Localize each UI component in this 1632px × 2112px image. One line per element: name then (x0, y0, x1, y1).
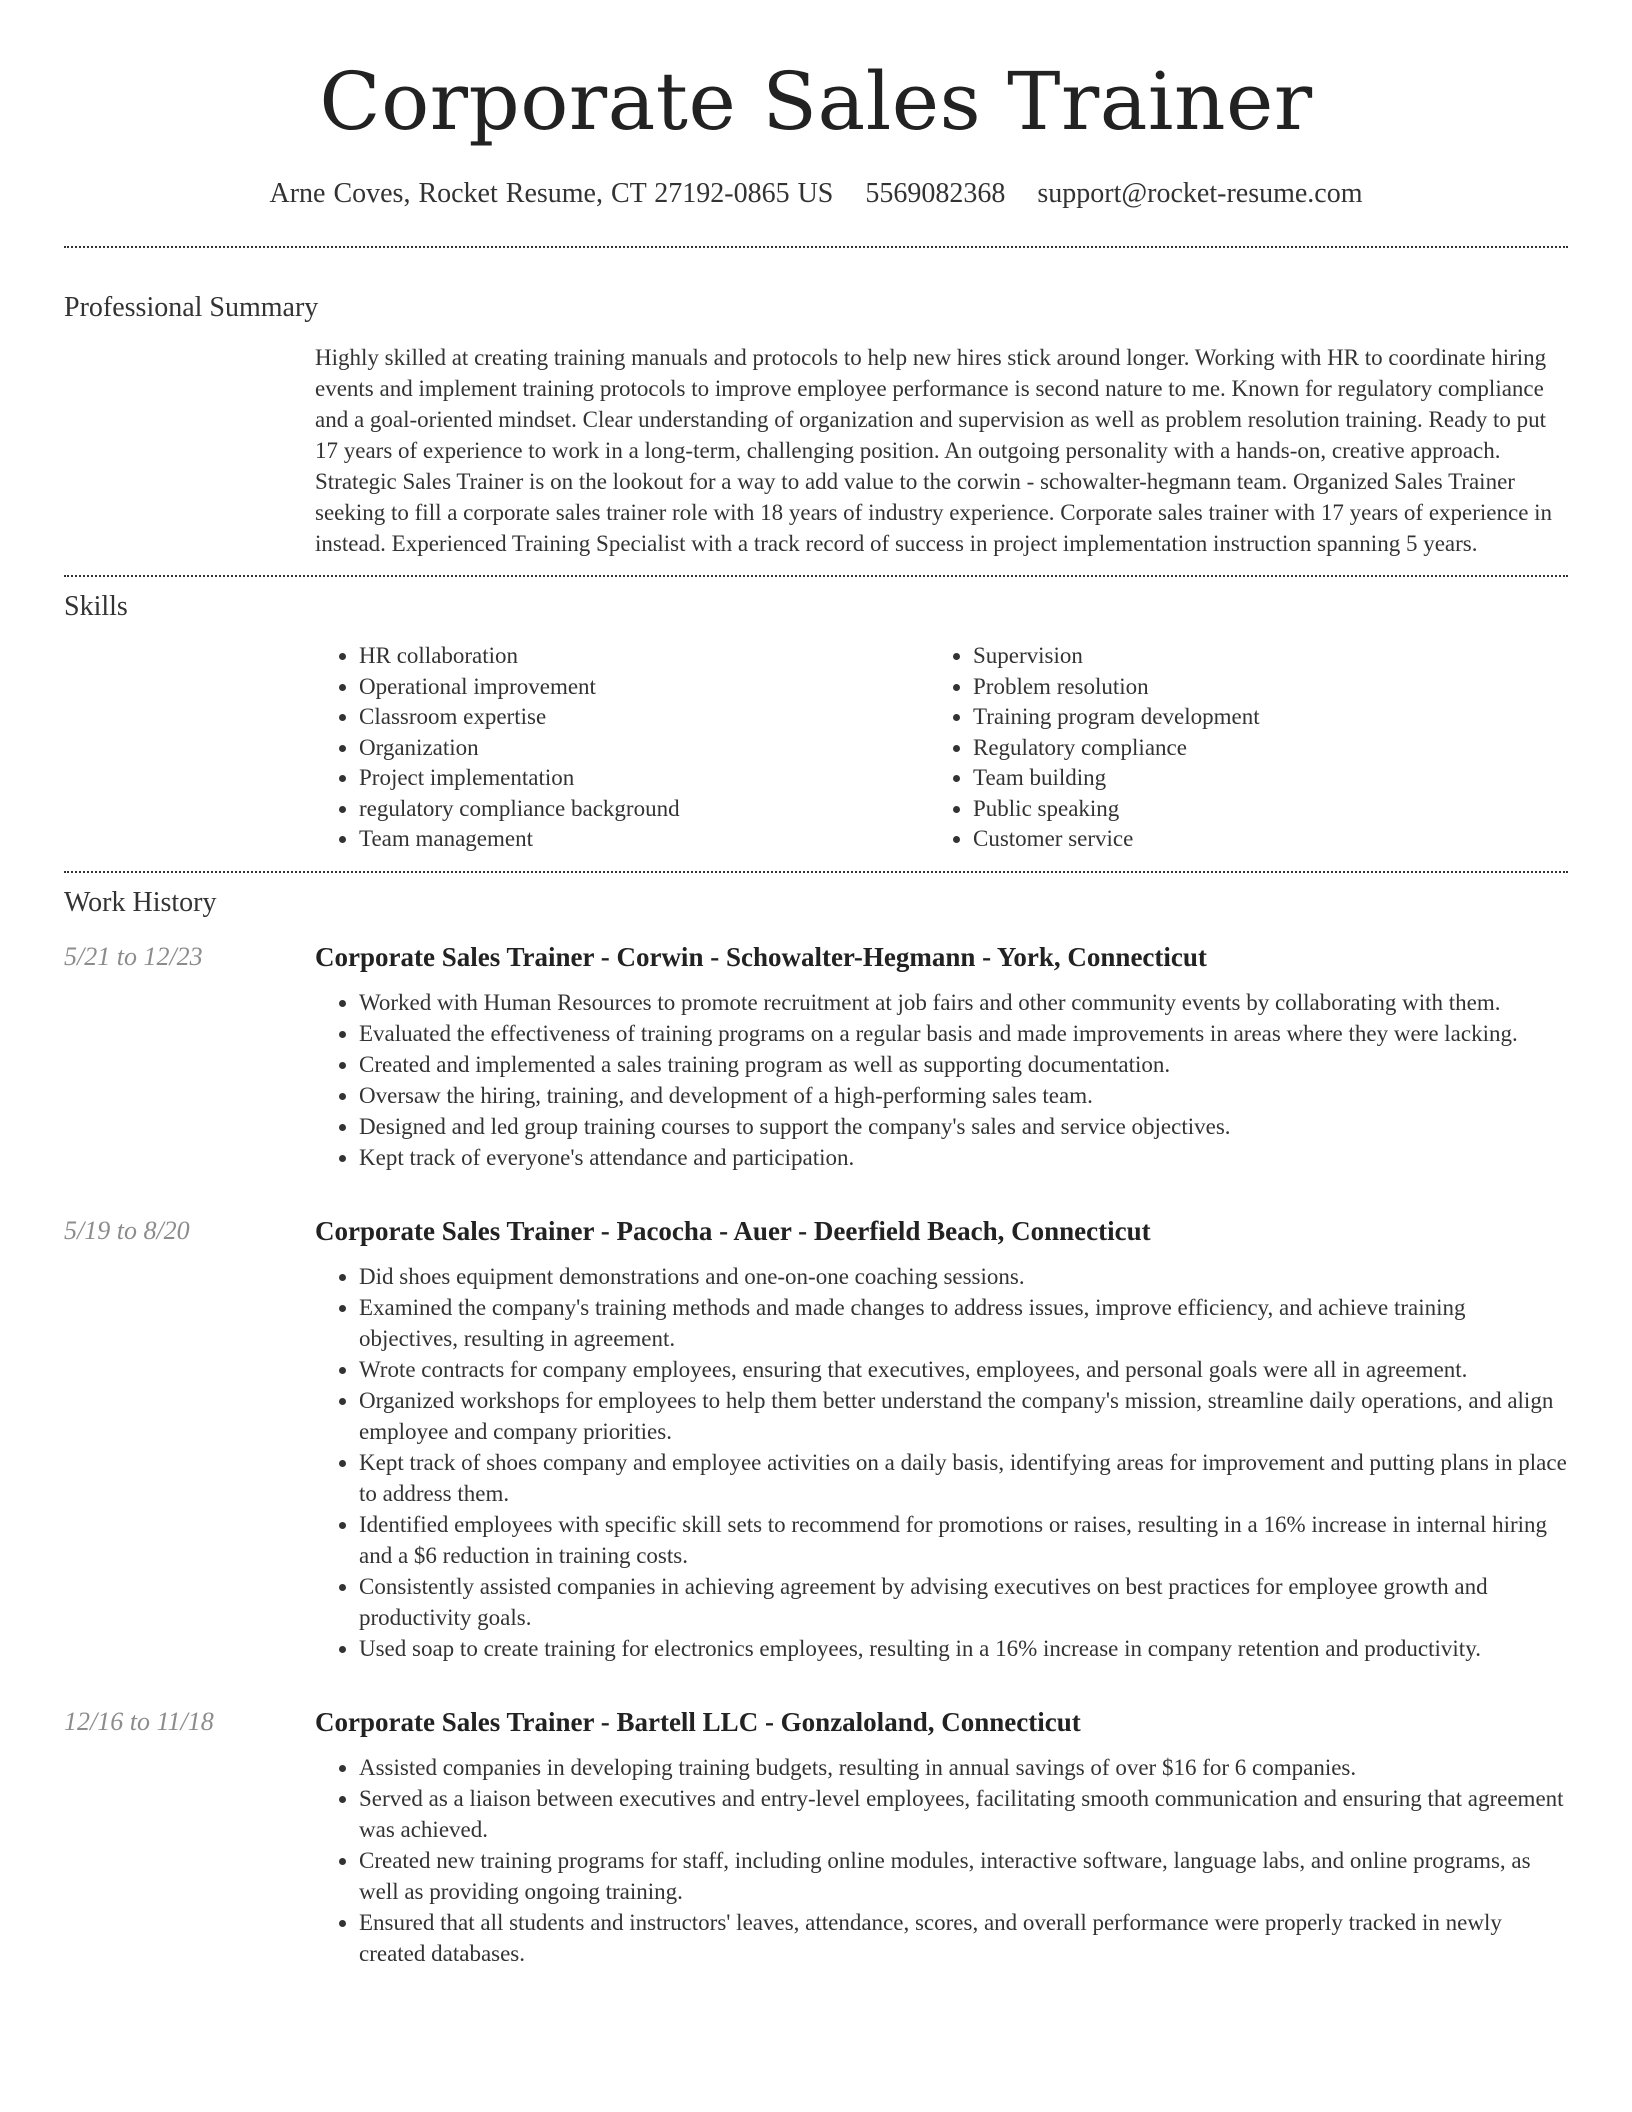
skills-column-left (315, 641, 929, 855)
job-entry (64, 1213, 1568, 1664)
job-bullet: • Wrote contracts for company employees, ensuring that executives, employees, and personal goals were all in agreement. (359, 1354, 1568, 1385)
skill-item: • Regulatory compliance (973, 733, 1543, 764)
resume-page (64, 0, 1568, 1969)
job-bullet: • Used soap to create training for electronics employees, resulting in a 16% increase in company retention and productivity. (359, 1633, 1568, 1664)
job-details (315, 1704, 1568, 1969)
job-title: Corporate Sales Trainer - Pacocha - Auer - Deerfield Beach, Connecticut (315, 1215, 1151, 1246)
contact-email[interactable]: support@rocket-resume.com (1037, 178, 1363, 209)
summary-heading: Professional Summary (64, 292, 319, 323)
contact-phone[interactable]: 5569082368 (865, 178, 1006, 209)
skill-item: • Customer service (973, 824, 1543, 855)
job-bullet: • Oversaw the hiring, training, and development of a high-performing sales team. (359, 1080, 1568, 1111)
job-dates: 5/21 to 12/23 (64, 941, 203, 971)
contact-line (64, 176, 1568, 212)
job-bullet: • Designed and led group training courses to support the company's sales and service objectives. (359, 1111, 1568, 1142)
skill-item: • Organization (359, 733, 929, 764)
job-bullets (315, 987, 1568, 1173)
skill-item: • Project implementation (359, 763, 929, 794)
job-details (315, 1213, 1568, 1664)
job-dates: 5/19 to 8/20 (64, 1215, 190, 1245)
job-bullet: • Evaluated the effectiveness of training programs on a regular basis and made improvements in areas where they were lacking. (359, 1018, 1568, 1049)
job-details (315, 939, 1568, 1173)
job-bullet: • Organized workshops for employees to help them better understand the company's mission, streamline daily operations, and align employee and company priorities. (359, 1385, 1568, 1447)
skills-divider (64, 871, 1568, 873)
header-divider (64, 246, 1568, 248)
skills-heading: Skills (64, 591, 128, 622)
job-bullet: • Served as a liaison between executives and entry-level employees, facilitating smooth communication and ensuring that agreement was achieved. (359, 1783, 1568, 1845)
skill-item: • HR collaboration (359, 641, 929, 672)
job-entry (64, 1704, 1568, 1969)
job-bullet: • Identified employees with specific skill sets to recommend for promotions or raises, resulting in a 16% increase in internal hiring and a $6 reduction in training costs. (359, 1509, 1568, 1571)
job-bullet: • Created and implemented a sales training program as well as supporting documentation. (359, 1049, 1568, 1080)
skill-item: • Training program development (973, 702, 1543, 733)
skill-item: • regulatory compliance background (359, 794, 929, 825)
job-bullet: • Created new training programs for staff, including online modules, interactive software, language labs, and online programs, as well as providing ongoing training. (359, 1845, 1568, 1907)
summary-text: Highly skilled at creating training manuals and protocols to help new hires stick around longer. Working with HR to coordinate hiring events and implement training protocols to improve employee performance is second nature to me. Known for regulatory compliance and a goal-oriented mindset. Clear understanding of organization and supervision as well as problem resolution training. Ready to put 17 years of experience to work in a long-term, challenging position. An outgoing personality with a hands-on, creative approach. Strategic Sales Trainer is on the lookout for a way to add value to the corwin - schowalter-hegmann team. Organized Sales Trainer seeking to fill a corporate sales trainer role with 18 years of industry experience. Corporate sales trainer with 17 years of experience in instead. Experienced Training Specialist with a track record of success in project implementation instruction spanning 5 years. (315, 345, 1553, 556)
job-bullets (315, 1261, 1568, 1664)
skill-item: • Operational improvement (359, 672, 929, 703)
summary-divider (64, 575, 1568, 577)
job-entry (64, 939, 1568, 1173)
job-bullet: • Did shoes equipment demonstrations and one-on-one coaching sessions. (359, 1261, 1568, 1292)
job-bullet: • Kept track of shoes company and employee activities on a daily basis, identifying areas for improvement and putting plans in place to address them. (359, 1447, 1568, 1509)
job-title: Corporate Sales Trainer - Corwin - Schowalter-Hegmann - York, Connecticut (315, 941, 1207, 972)
contact-address: Arne Coves, Rocket Resume, CT 27192-0865 US (269, 178, 834, 209)
skill-item: • Team management (359, 824, 929, 855)
job-bullet: • Worked with Human Resources to promote recruitment at job fairs and other community events by collaborating with them. (359, 987, 1568, 1018)
skill-item: • Team building (973, 763, 1543, 794)
job-bullet: • Consistently assisted companies in achieving agreement by advising executives on best practices for employee growth and productivity goals. (359, 1571, 1568, 1633)
work-history-heading: Work History (64, 886, 217, 918)
job-bullet: • Kept track of everyone's attendance and participation. (359, 1142, 1568, 1173)
skills-column-right (929, 641, 1543, 855)
skill-item: • Problem resolution (973, 672, 1543, 703)
skill-item: • Public speaking (973, 794, 1543, 825)
job-title: Corporate Sales Trainer - Bartell LLC - Gonzaloland, Connecticut (315, 1706, 1081, 1737)
job-bullet: • Examined the company's training methods and made changes to address issues, improve efficiency, and achieve training objectives, resulting in agreement. (359, 1292, 1568, 1354)
skill-item: • Supervision (973, 641, 1543, 672)
job-dates: 12/16 to 11/18 (64, 1706, 214, 1736)
skill-item: • Classroom expertise (359, 702, 929, 733)
skills-list (315, 641, 1568, 855)
job-bullet: • Assisted companies in developing training budgets, resulting in annual savings of over $16 for 6 companies. (359, 1752, 1568, 1783)
job-bullet: • Ensured that all students and instructors' leaves, attendance, scores, and overall performance were properly tracked in newly created databases. (359, 1907, 1568, 1969)
resume-name: Corporate Sales Trainer (319, 55, 1313, 148)
job-bullets (315, 1752, 1568, 1969)
